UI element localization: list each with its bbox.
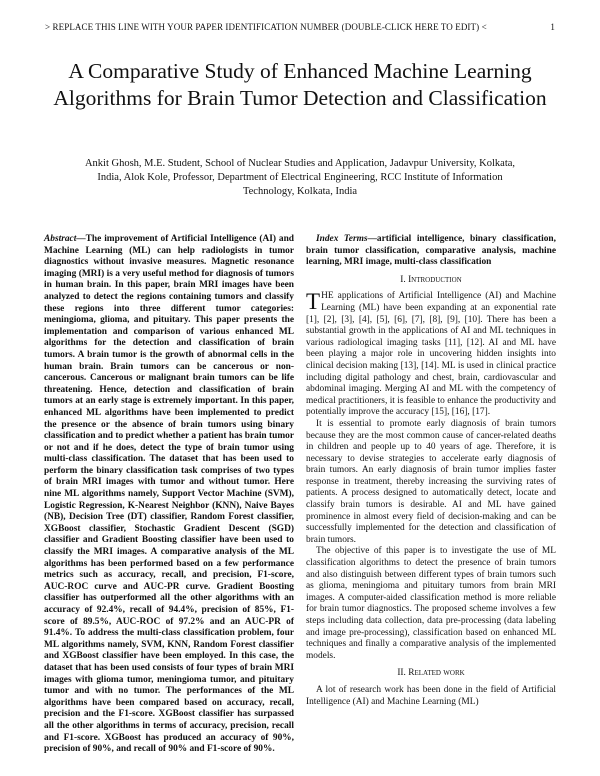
intro-paragraph-2: It is essential to promote early diagnosis of brain tumors because they are the most common cause of cancer-related deaths in children and people up to 40 years of age. Therefore, it is necessary to devise strategies to accelerate early diagnosis of brain tumors. An early diagnosis of brain tumor implies faster response in treatment, thereby increasing the surviving rates of patients. A process designed to automatically detect, locate and classify brain tumors is desirable. AI and ML have gained prominence in almost every field of decision-making and can be successfully implemented for the detection and classification of brain tumors. xyxy=(306,418,556,545)
section-heading-related-work: II. Related work xyxy=(397,668,465,679)
running-header xyxy=(45,22,555,32)
running-head-text: > REPLACE THIS LINE WITH YOUR PAPER IDENTIFICATION NUMBER (DOUBLE-CLICK HERE TO EDIT) < xyxy=(45,22,487,32)
index-terms xyxy=(306,234,556,269)
drop-cap: T xyxy=(306,289,321,315)
abstract-text: —The improvement of Artificial Intelligence (AI) and Machine Learning (ML) can help radiologists in tumor diagnostics without invasive measures. Magnetic resonance imaging (MRI) is a very useful method for diagnosis of tumors in human brain. In this paper, brain MRI images have been analyzed to detect the regions containing tumors and classify these regions into three different tumor categories: meningioma, glioma, and pituitary. This paper presents the implementation and comparison of various enhanced ML algorithms for the detection and classification of brain tumors. A brain tumor is the growth of abnormal cells in the human brain. Brain tumors can be cancerous or non-cancerous. Cancerous or malignant brain tumors can be life threatening. Hence, detection and classification of brain tumors at an early stage is extremely important. In this paper, enhanced ML algorithms have been implemented to predict the presence or the absence of brain tumors using binary classification and to predict whether a patient has brain tumor or not and if he does, detect the type of brain tumor using multi-class classification. The dataset that has been used to perform the binary classification task comprises of two types of brain MRI images with tumor and without tumor. Here nine ML algorithms namely, Support Vector Machine (SVM), Logistic Regression, K-Nearest Neighbor (KNN), Naive Bayes (NB), Decision Tree (DT) classifier, Random Forest classifier, XGBoost classifier, Stochastic Gradient Descent (SGD) classifier and Gradient Boosting classifier have been used to classify the MRI images. A comparative analysis of the ML algorithms has been performed based on a few performance metrics such as accuracy, recall, and precision, F1-score, AUC-ROC curve and AUC-PR curve. Gradient Boosting classifier has outperformed all the other algorithms with an accuracy of 92.4%, recall of 94.4%, precision of 85%, F1-score of 89.5%, AUC-ROC of 97.2% and an AUC-PR of 91.4%. To address the multi-class classification problem, four ML algorithms namely, SVM, KNN, Random Forest classifier and XGBoost classifier have been employed. In this case, the dataset that has been used consists of four types of brain MRI images with glioma tumor, meningioma tumor, and pituitary tumor and with no tumor. The performances of the ML algorithms have been compared based on accuracy, recall, precision and the F1-score. XGBoost classifier has surpassed all the other algorithms in terms of accuracy, precision, recall and F1-score. XGBoost has produced an accuracy of 90%, precision of 90%, and recall of 90% and F1-score of 90%. xyxy=(44,234,294,755)
related-work-paragraph-1: A lot of research work has been done in the field of Artificial Intelligence (AI) and Machine Learning (ML) xyxy=(306,684,556,707)
index-terms-text: —artificial intelligence, binary classification, brain tumor classification, comparative analysis, machine learning, MRI image, multi-class classification xyxy=(306,234,556,268)
author-block: Ankit Ghosh, M.E. Student, School of Nuclear Studies and Application, Jadavpur University, Kolkata, India, Alok Kole, Professor, Department of Electrical Engineering, RCC Institute of Information Technology, Kolkata, India xyxy=(84,158,516,197)
section-heading-introduction: I. Introduction xyxy=(400,274,462,285)
intro-paragraph-3: The objective of this paper is to investigate the use of ML classification algorithms to detect the presence of brain tumors and also distinguish between different types of brain tumors such as glioma, meningioma and pituitary tumors from brain MRI images. A computer-aided classification method is more reliable for brain tumor diagnostics. The proposed scheme involves a few steps including data collection, data pre-processing (data labeling and image pre-processing), classification based on enhanced ML techniques and finally a comparative analysis of the implemented models. xyxy=(306,546,556,661)
intro-paragraph-1: THE applications of Artificial Intelligence (AI) and Machine Learning (ML) have been expanding at an exponential rate [1], [2], [3], [4], [5], [6], [7], [8], [9], [10]. There has been a substantial growth in the applications of AI and ML techniques in various radiological imaging tasks [11], [12]. AI and ML have been playing a major role in uncovering hidden insights into clinical decision making [13], [14]. ML is used in clinical practice including digital pathology and chest, brain, cardiovascular and abdominal imaging. Merging AI and ML with the competency of medical practitioners, it is feasible to enhance the productivity and potentially improve the accuracy [15], [16], [17]. xyxy=(306,289,556,418)
right-column xyxy=(306,234,556,708)
index-terms-lead: Index Terms xyxy=(316,234,368,244)
page-number: 1 xyxy=(550,22,555,32)
left-column xyxy=(44,234,294,756)
paper-title: A Comparative Study of Enhanced Machine Learning Algorithms for Brain Tumor Detection and Classification xyxy=(53,59,547,110)
abstract-lead: Abstract xyxy=(44,234,77,244)
abstract xyxy=(44,234,294,756)
